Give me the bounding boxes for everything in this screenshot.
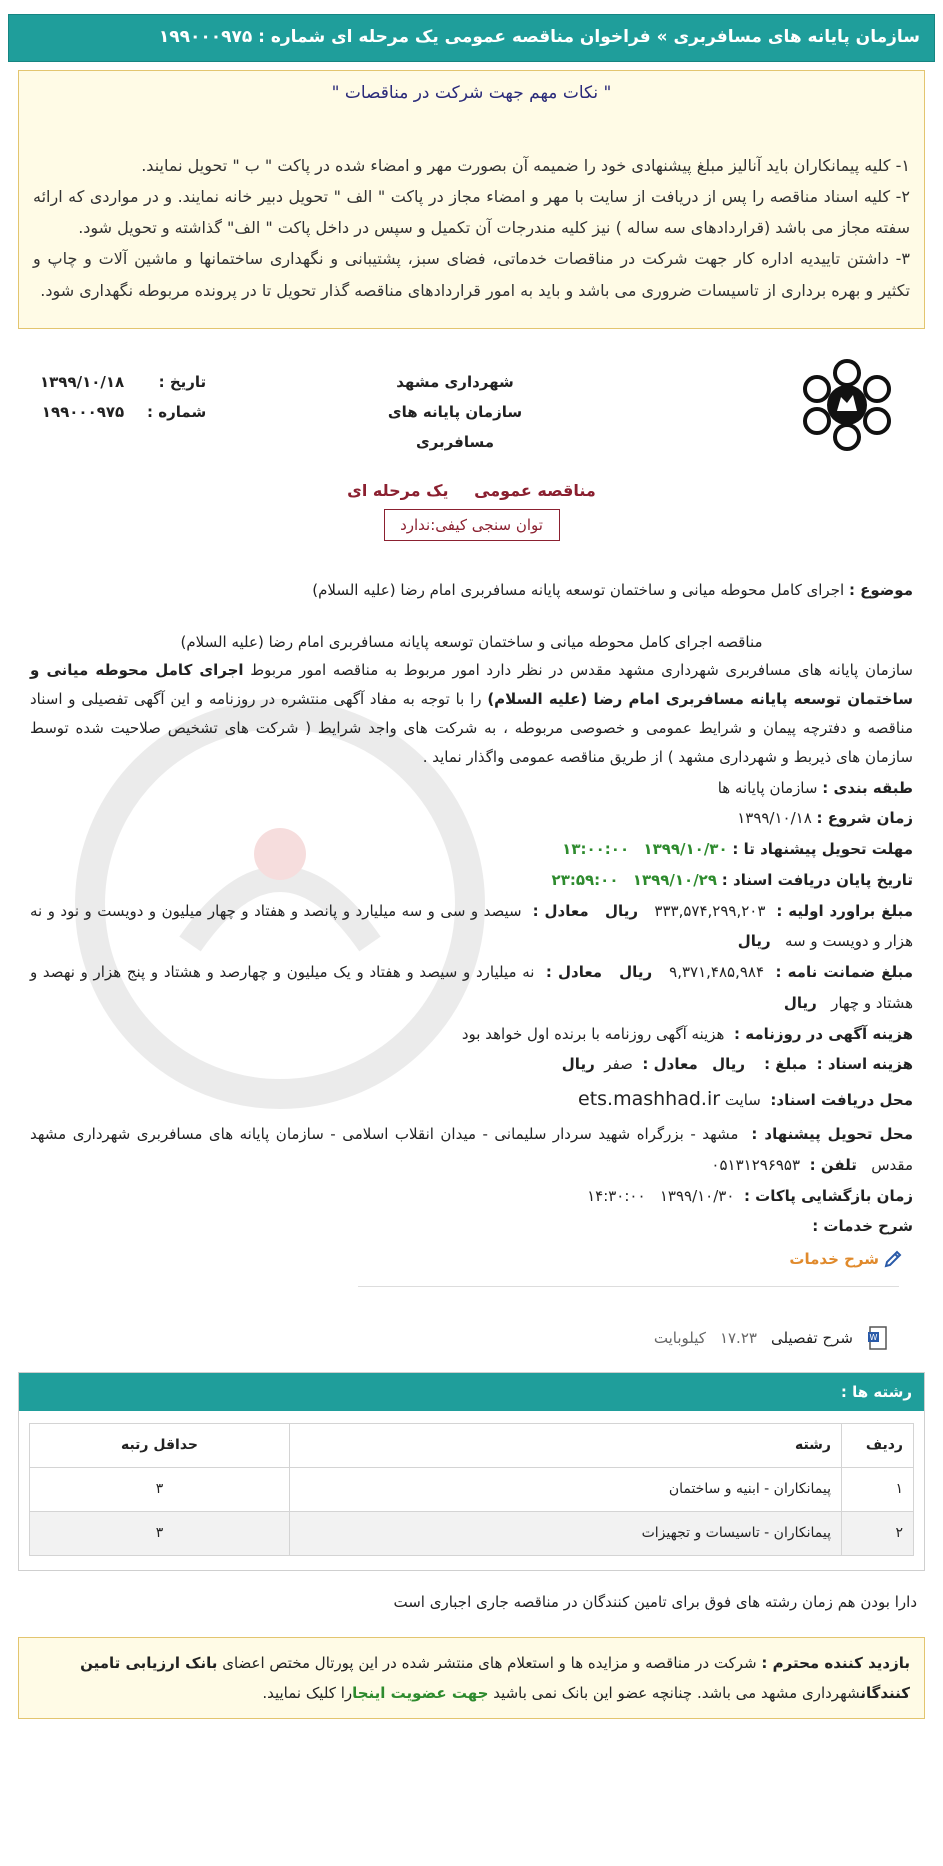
word-document-icon bbox=[867, 1326, 889, 1350]
guarantee-words-rial: ریال bbox=[783, 993, 817, 1012]
table-cell-field: پیمانکاران - ابنیه و ساختمان bbox=[290, 1467, 842, 1511]
doc-cost-label: هزینه اسناد : bbox=[816, 1055, 913, 1074]
docs-end-date: ۱۳۹۹/۱۰/۲۹ bbox=[632, 870, 717, 889]
table-cell-rank: ۳ bbox=[30, 1511, 290, 1555]
qualification-badge: توان سنجی کیفی:ندارد bbox=[384, 509, 560, 541]
estimate-equivalent: معادل : bbox=[532, 901, 589, 920]
col-min-rank-header: حداقل رتبه bbox=[30, 1423, 290, 1467]
field-docs-end bbox=[30, 865, 913, 896]
doc-cost-rial: ریال bbox=[712, 1055, 745, 1074]
field-doc-cost bbox=[30, 1049, 913, 1080]
membership-link[interactable]: جهت عضویت اینجا bbox=[352, 1684, 489, 1703]
subject-label: موضوع : bbox=[848, 581, 913, 600]
receive-label: محل دریافت اسناد: bbox=[770, 1091, 913, 1110]
tender-type-a: مناقصه عمومی bbox=[474, 480, 596, 500]
phone-value: ۰۵۱۳۱۲۹۶۹۵۳ bbox=[711, 1155, 801, 1174]
field-start bbox=[30, 803, 913, 834]
table-cell-row: ۲ bbox=[842, 1511, 914, 1555]
guarantee-equivalent: معادل : bbox=[545, 963, 603, 982]
body-para-b: را با توجه به مفاد آگهی منتشره در روزنامه و این آگهی تفصیلی و اسناد مناقصه و دفترچه پیمان و شرایط عمومی و خصوصی مربوطه ، به شرکت های واجد شرایط ( شرکت های تشخیص صلاحیت شده توسط سازمان های ذیربط و شهرداری مشهد ) از طریق مناقصه عمومی واگذار نماید . bbox=[30, 689, 913, 767]
opening-time: ۱۴:۳۰:۰۰ bbox=[587, 1186, 646, 1205]
notes-title: " نکات مهم جهت شرکت در مناقصات " bbox=[331, 82, 612, 103]
body-paragraph bbox=[18, 656, 925, 773]
pencil-icon bbox=[883, 1249, 903, 1269]
doc-cost-equivalent: معادل : bbox=[642, 1055, 698, 1074]
ad-cost-label: هزینه آگهی در روزنامه : bbox=[734, 1024, 913, 1043]
doc-cost-words: صفر bbox=[604, 1055, 633, 1074]
header-bar: سازمان پایانه های مسافربری » فراخوان مناقصه عمومی یک مرحله ای شماره : ۱۹۹۰۰۰۹۷۵ bbox=[8, 14, 935, 62]
opening-date: ۱۳۹۹/۱۰/۳۰ bbox=[659, 1186, 735, 1205]
table-row bbox=[30, 1467, 914, 1511]
start-value: ۱۳۹۹/۱۰/۱۸ bbox=[737, 809, 812, 828]
field-guarantee bbox=[30, 957, 913, 1019]
deliver-label: محل تحویل پیشنهاد : bbox=[751, 1125, 913, 1144]
divider bbox=[358, 1286, 899, 1287]
fields-panel-title: رشته ها : bbox=[19, 1373, 924, 1411]
guarantee-words: نه میلیارد و سیصد و هفتاد و یک میلیون و چهارصد و هشتاد و پنج هزار و نهصد و هشتاد و چهار bbox=[30, 963, 913, 1012]
phone-label: تلفن : bbox=[809, 1155, 857, 1174]
guarantee-rial: ریال bbox=[619, 963, 653, 982]
tender-type-b: یک مرحله ای bbox=[347, 480, 449, 500]
guarantee-label: مبلغ ضمانت نامه : bbox=[775, 963, 913, 982]
org-line2: سازمان پایانه های مسافربری bbox=[387, 402, 523, 451]
category-value: سازمان پایانه ها bbox=[717, 778, 818, 797]
attachment-label[interactable]: شرح تفصیلی bbox=[770, 1329, 853, 1348]
docs-end-label: تاریخ پایان دریافت اسناد : bbox=[721, 870, 913, 889]
attachment-row[interactable] bbox=[18, 1325, 925, 1351]
org-line1: شهرداری مشهد bbox=[396, 372, 514, 391]
estimate-rial: ریال bbox=[605, 901, 638, 920]
concurrent-note: دارا بودن هم زمان رشته های فوق برای تامین کنندگان در مناقصه جاری اجباری است bbox=[393, 1592, 917, 1611]
date-label: تاریخ : bbox=[158, 372, 207, 391]
field-ad-cost bbox=[30, 1019, 913, 1050]
visitor-notice bbox=[18, 1637, 925, 1719]
ad-cost-value: هزینه آگهی روزنامه با برنده اول خواهد بود bbox=[461, 1024, 725, 1043]
field-deliver bbox=[30, 1119, 913, 1181]
field-services bbox=[30, 1211, 913, 1242]
deadline-date: ۱۳۹۹/۱۰/۳۰ bbox=[643, 840, 728, 859]
field-opening bbox=[30, 1181, 913, 1212]
field-estimate bbox=[30, 896, 913, 958]
date-value: ۱۳۹۹/۱۰/۱۸ bbox=[40, 372, 125, 391]
notes-item-1: ۱- کلیه پیمانکاران باید آنالیز مبلغ پیشنهادی خود را ضمیمه آن بصورت مهر و امضاء شده در پاکت " ب " تحویل نمایند. bbox=[141, 155, 910, 175]
services-link-label: شرح خدمات bbox=[789, 1250, 879, 1269]
doc-cost-words-rial: ریال bbox=[561, 1055, 595, 1074]
subject-text: اجرای کامل محوطه میانی و ساختمان توسعه پایانه مسافربری امام رضا (علیه السلام) bbox=[312, 581, 845, 600]
table-cell-row: ۱ bbox=[842, 1467, 914, 1511]
services-link[interactable] bbox=[18, 1246, 925, 1272]
doc-cost-amount-label: مبلغ : bbox=[764, 1055, 808, 1074]
letterhead bbox=[18, 349, 925, 469]
attachment-size: ۱۷.۲۳ bbox=[719, 1329, 757, 1348]
table-header-row bbox=[30, 1423, 914, 1467]
docs-end-time: ۲۳:۵۹:۰۰ bbox=[551, 870, 619, 889]
services-label: شرح خدمات : bbox=[812, 1217, 913, 1236]
col-row-header: ردیف bbox=[842, 1423, 914, 1467]
notes-item-3: ۳- داشتن تاییدیه اداره کار جهت شرکت در مناقصات خدماتی، فضای سبز، پشتیبانی و نگهداری ساختمانها و ماشین آلات و چاپ و تکثیر و بهره برداری از تاسیسات ضروری می باشد و باید به امور قراردادهای مناقصه گذار تحویل تا در پرونده مربوطه نگهداری شود. bbox=[33, 249, 910, 300]
receive-prefix: سایت bbox=[724, 1091, 761, 1110]
attachment-unit: کیلوبایت bbox=[653, 1329, 706, 1348]
field-deadline bbox=[30, 834, 913, 865]
deliver-value: مشهد - بزرگراه شهید سردار سلیمانی - میدان انقلاب اسلامی - سازمان پایانه های مسافربری شهرداری مشهد مقدس bbox=[30, 1125, 913, 1174]
table-cell-field: پیمانکاران - تاسیسات و تجهیزات bbox=[290, 1511, 842, 1555]
opening-label: زمان بازگشایی پاکات : bbox=[743, 1186, 913, 1205]
table-cell-rank: ۳ bbox=[30, 1467, 290, 1511]
svg-text:W: W bbox=[869, 1333, 878, 1343]
deadline-time: ۱۳:۰۰:۰۰ bbox=[562, 840, 630, 859]
guarantee-value: ۹,۳۷۱,۴۸۵,۹۸۴ bbox=[669, 963, 765, 982]
subject bbox=[18, 577, 925, 603]
estimate-words-rial: ریال bbox=[737, 932, 771, 951]
visitor-text-c: را کلیک نمایید. bbox=[262, 1684, 353, 1703]
body-para-bold: اجرای کامل محوطه میانی و ساختمان توسعه پایانه مسافربری امام رضا (علیه السلام) bbox=[30, 660, 914, 708]
visitor-text-a: شرکت در مناقصه و مزایده ها و استعلام های منتشر شده در این پورتال مختص اعضای bbox=[217, 1654, 762, 1673]
field-receive bbox=[30, 1080, 913, 1119]
notes-box bbox=[18, 70, 925, 329]
estimate-words: سیصد و سی و سه میلیارد و پانصد و هفتاد و چهار میلیون و دویست و نود و نه هزار و دویست و سه bbox=[30, 901, 913, 951]
municipality-logo-icon bbox=[801, 359, 893, 451]
number-label: شماره : bbox=[147, 402, 207, 421]
visitor-text-b: شهرداری مشهد می باشد. چنانچه عضو این بانک نمی باشید bbox=[488, 1684, 861, 1703]
receive-site-link[interactable]: ets.mashhad.ir bbox=[578, 1088, 721, 1111]
col-field-header: رشته bbox=[290, 1423, 842, 1467]
visitor-bank: بانک ارزیابی تامین کنندگان bbox=[80, 1654, 910, 1703]
tender-fields bbox=[18, 773, 925, 1242]
number-value: ۱۹۹۰۰۰۹۷۵ bbox=[41, 402, 125, 421]
start-label: زمان شروع : bbox=[816, 809, 913, 828]
table-row bbox=[30, 1511, 914, 1555]
visitor-lead: بازدید کننده محترم : bbox=[761, 1654, 910, 1673]
deadline-label: مهلت تحویل پیشنهاد تا : bbox=[732, 840, 913, 859]
field-category bbox=[30, 773, 913, 804]
estimate-value: ۳۳۳,۵۷۴,۲۹۹,۲۰۳ bbox=[654, 901, 766, 920]
body-title: مناقصه اجرای کامل محوطه میانی و ساختمان توسعه پایانه مسافربری امام رضا (علیه السلام) bbox=[180, 633, 763, 652]
tender-type bbox=[18, 477, 925, 505]
category-label: طبقه بندی : bbox=[822, 778, 913, 797]
fields-panel bbox=[18, 1372, 925, 1571]
body-para-a: سازمان پایانه های مسافربری شهرداری مشهد مقدس در نظر دارد امور مربوط به مناقصه امور مربوط bbox=[243, 660, 913, 679]
fields-table bbox=[29, 1423, 914, 1556]
notes-item-2: ۲- کلیه اسناد مناقصه را پس از دریافت از سایت با مهر و امضاء مجاز در پاکت " الف " تحویل دبیر خانه نمایند. و در مواردی که ارائه سفته مجاز می باشد (قراردادهای سه ساله ) نیز کلیه مندرجات آن تکمیل و سپس در داخل پاکت " الف" گذاشته و تحویل شود. bbox=[33, 187, 910, 238]
estimate-label: مبلغ براورد اولیه : bbox=[776, 901, 913, 920]
